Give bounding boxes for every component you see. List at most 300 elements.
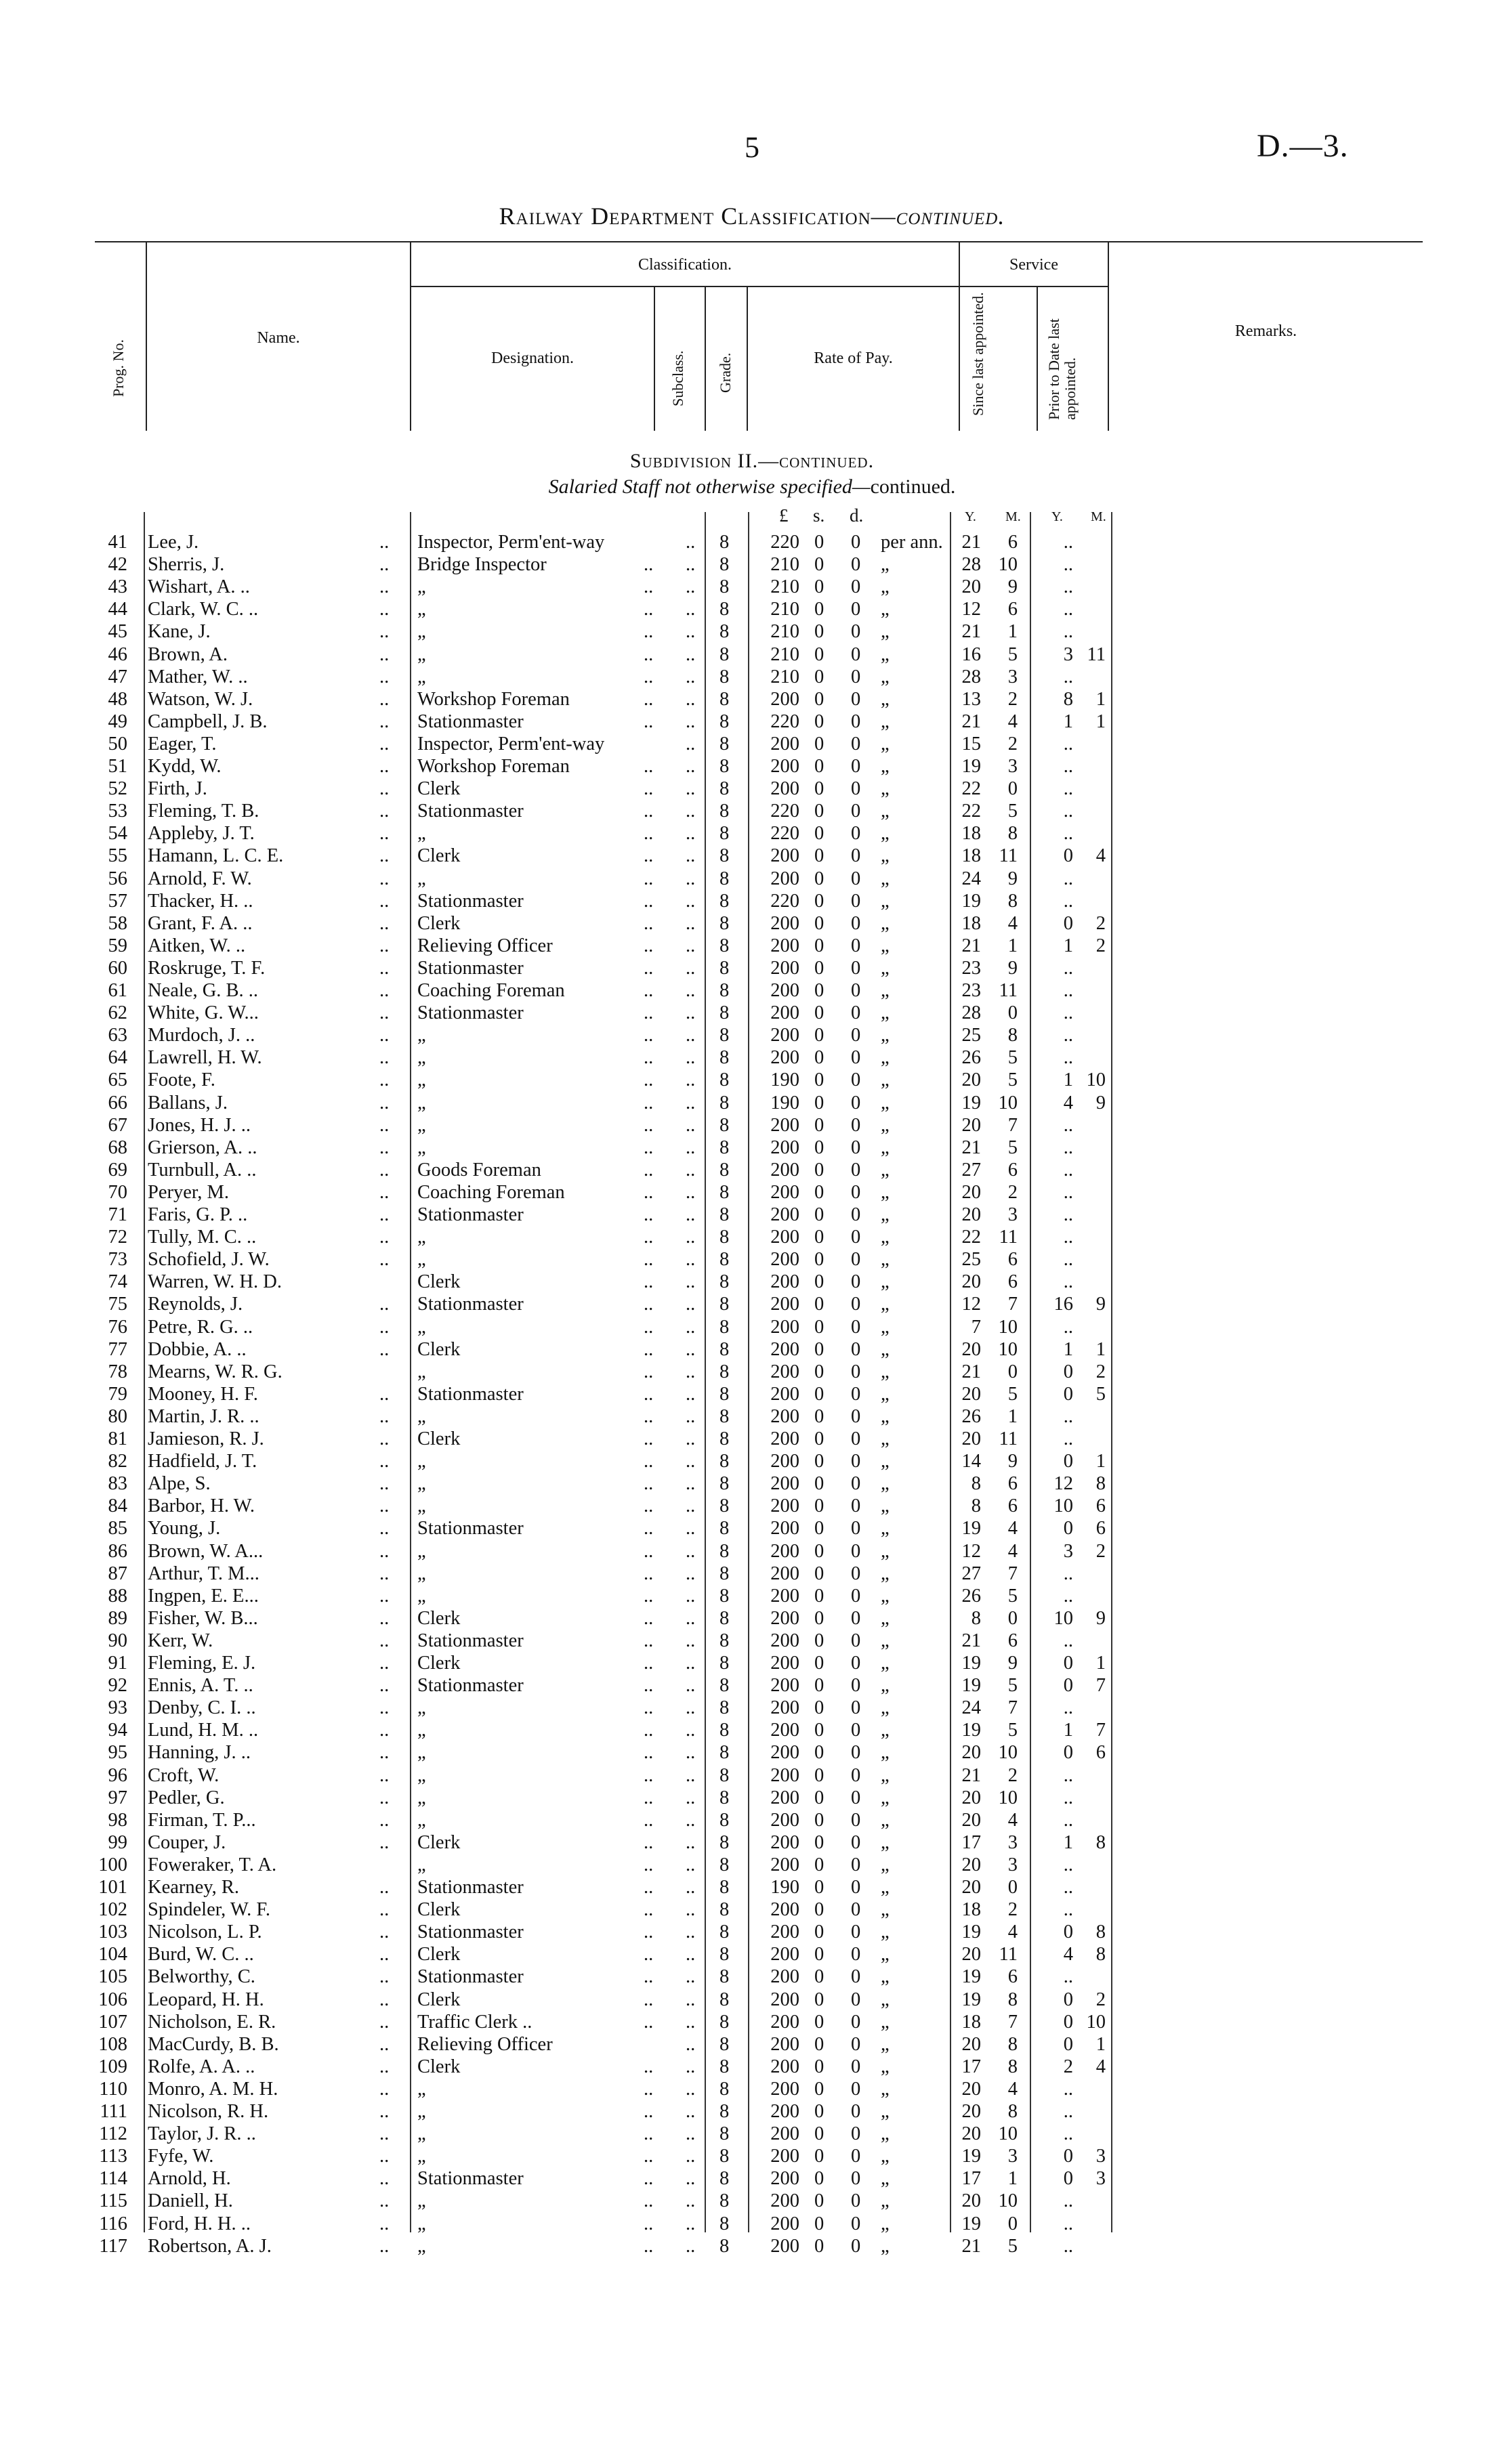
table-row xyxy=(0,2145,1504,2167)
staff-name: Kearney, R. xyxy=(148,1877,240,1898)
subclass-dots: .. xyxy=(686,688,696,710)
subclass-dots: .. xyxy=(686,532,696,553)
table-row xyxy=(0,1764,1504,1787)
leader-dots: .. xyxy=(379,1092,390,1113)
leader-dots: .. xyxy=(379,1428,390,1449)
grade: 8 xyxy=(719,2078,730,2100)
pay-pounds: 200 xyxy=(770,1540,799,1562)
leader-dots: .. xyxy=(644,1944,654,1966)
subclass-dots: .. xyxy=(686,1383,696,1405)
prior-months: 7 xyxy=(1095,1675,1106,1697)
subclass-dots: .. xyxy=(686,1697,696,1719)
grade: 8 xyxy=(719,1540,730,1562)
table-row xyxy=(0,710,1504,733)
pay-shillings: 0 xyxy=(814,980,824,1001)
pay-pounds: 200 xyxy=(770,1159,799,1181)
table-row xyxy=(0,1114,1504,1137)
since-years: 19 xyxy=(961,1653,981,1674)
table-row xyxy=(0,2078,1504,2100)
designation: „ xyxy=(417,1764,426,1786)
since-months: 9 xyxy=(1007,1653,1018,1674)
prog-no: 80 xyxy=(108,1405,127,1427)
leader-dots: .. xyxy=(644,1563,654,1584)
grade: 8 xyxy=(719,688,730,710)
prog-no: 77 xyxy=(108,1338,127,1360)
prog-no: 63 xyxy=(108,1025,127,1046)
pay-period: „ xyxy=(881,1607,890,1629)
title-continued: continued. xyxy=(896,203,1005,230)
pay-shillings: 0 xyxy=(814,1764,824,1786)
table-row xyxy=(0,1204,1504,1226)
pay-pounds: 200 xyxy=(770,1405,799,1427)
since-months: 9 xyxy=(1007,1451,1018,1472)
staff-name: Young, J. xyxy=(148,1518,221,1539)
pay-pounds: 200 xyxy=(770,2213,799,2234)
since-years: 20 xyxy=(961,1114,981,1136)
staff-name: Barbor, H. W. xyxy=(148,1495,255,1517)
pay-period: „ xyxy=(881,2190,890,2212)
since-months: 2 xyxy=(1007,1899,1018,1921)
pay-period: „ xyxy=(881,823,890,845)
prior-years: 1 xyxy=(1063,710,1073,732)
table-row xyxy=(0,755,1504,778)
since-months: 8 xyxy=(1007,2101,1018,2122)
table-row xyxy=(0,553,1504,576)
since-years: 20 xyxy=(961,1742,981,1764)
staff-name: Roskruge, T. F. xyxy=(148,957,266,979)
leader-dots: .. xyxy=(644,980,654,1001)
leader-dots: .. xyxy=(644,1428,654,1449)
subclass-dots: .. xyxy=(686,599,696,620)
pay-pounds: 200 xyxy=(770,2033,799,2055)
pay-pounds: 200 xyxy=(770,1428,799,1449)
pay-period: „ xyxy=(881,1899,890,1921)
subclass-dots: .. xyxy=(686,2101,696,2122)
staff-name: Turnbull, A. .. xyxy=(148,1159,257,1181)
pay-period: „ xyxy=(881,1473,890,1495)
leader-dots: .. xyxy=(379,710,390,732)
leader-dots: .. xyxy=(644,599,654,620)
subclass-dots: .. xyxy=(686,1944,696,1966)
pay-shillings: 0 xyxy=(814,710,824,732)
grade: 8 xyxy=(719,1069,730,1091)
pay-pounds: 200 xyxy=(770,2190,799,2212)
leader-dots: .. xyxy=(379,1563,390,1584)
pay-pounds: 200 xyxy=(770,688,799,710)
grade: 8 xyxy=(719,1227,730,1248)
leader-dots: .. xyxy=(379,1249,390,1271)
grade: 8 xyxy=(719,1451,730,1472)
pay-shillings: 0 xyxy=(814,1585,824,1607)
table-row xyxy=(0,1966,1504,1988)
pay-pounds: 220 xyxy=(770,801,799,822)
grade: 8 xyxy=(719,621,730,643)
since-months: 8 xyxy=(1007,1989,1018,2010)
pay-period: „ xyxy=(881,1338,890,1360)
staff-name: Belworthy, C. xyxy=(148,1966,255,1988)
table-row xyxy=(0,1741,1504,1764)
designation: „ xyxy=(417,1137,426,1158)
leader-dots: .. xyxy=(379,1899,390,1921)
prog-no: 76 xyxy=(108,1316,127,1338)
since-years: 20 xyxy=(961,1069,981,1091)
leader-dots: .. xyxy=(644,1271,654,1293)
prog-no: 59 xyxy=(108,935,127,956)
leader-dots: .. xyxy=(379,599,390,620)
pay-pence: 0 xyxy=(851,1181,861,1203)
table-row xyxy=(0,1092,1504,1114)
since-months: 2 xyxy=(1007,733,1018,755)
leader-dots: .. xyxy=(644,1227,654,1248)
prior-years: 0 xyxy=(1063,1989,1073,2010)
prior-years: .. xyxy=(1063,576,1073,598)
leader-dots: .. xyxy=(379,1204,390,1225)
grade: 8 xyxy=(719,2123,730,2145)
prior-years: 0 xyxy=(1063,1518,1073,1539)
unit-pence: d. xyxy=(850,505,864,526)
table-row xyxy=(0,890,1504,912)
subclass-dots: .. xyxy=(686,1069,696,1091)
designation: Clerk xyxy=(417,1831,461,1853)
designation: Clerk xyxy=(417,2056,461,2077)
prior-months: 7 xyxy=(1095,1720,1106,1741)
staff-name: Nicolson, L. P. xyxy=(148,1921,262,1943)
pay-period: „ xyxy=(881,1495,890,1517)
staff-name: Daniell, H. xyxy=(148,2190,233,2212)
grade: 8 xyxy=(719,1607,730,1629)
since-years: 20 xyxy=(961,2190,981,2212)
pay-period: „ xyxy=(881,2146,890,2167)
subclass-dots: .. xyxy=(686,1405,696,1427)
grade: 8 xyxy=(719,890,730,912)
pay-period: „ xyxy=(881,666,890,687)
prior-years: .. xyxy=(1063,1405,1073,1427)
pay-pence: 0 xyxy=(851,1405,861,1427)
table-row xyxy=(0,1719,1504,1741)
pay-shillings: 0 xyxy=(814,1069,824,1091)
subclass-dots: .. xyxy=(686,2168,696,2190)
table-row xyxy=(0,1585,1504,1607)
staff-name: Dobbie, A. .. xyxy=(148,1338,247,1360)
designation: Stationmaster xyxy=(417,890,524,912)
leader-dots: .. xyxy=(644,935,654,956)
prior-months: 2 xyxy=(1095,912,1106,934)
since-months: 6 xyxy=(1007,599,1018,620)
pay-period: „ xyxy=(881,1944,890,1966)
prior-years: .. xyxy=(1063,2213,1073,2234)
designation: „ xyxy=(417,1787,426,1808)
grade: 8 xyxy=(719,1899,730,1921)
staff-name: Warren, W. H. D. xyxy=(148,1271,282,1293)
leader-dots: .. xyxy=(644,1069,654,1091)
table-row xyxy=(0,1876,1504,1898)
pay-period: „ xyxy=(881,845,890,867)
table-row xyxy=(0,1607,1504,1630)
pay-pounds: 200 xyxy=(770,1607,799,1629)
prog-no: 65 xyxy=(108,1069,127,1091)
subclass-dots: .. xyxy=(686,2011,696,2033)
prog-no: 107 xyxy=(98,2011,127,2033)
prior-years: 1 xyxy=(1063,1069,1073,1091)
since-years: 21 xyxy=(961,621,981,643)
pay-shillings: 0 xyxy=(814,1002,824,1024)
pay-pence: 0 xyxy=(851,2078,861,2100)
since-months: 4 xyxy=(1007,710,1018,732)
grade: 8 xyxy=(719,1854,730,1875)
table-row xyxy=(0,1787,1504,1809)
pay-pounds: 200 xyxy=(770,1137,799,1158)
pay-shillings: 0 xyxy=(814,576,824,598)
designation: „ xyxy=(417,1114,426,1136)
table-row xyxy=(0,1809,1504,1831)
staff-name: Arnold, F. W. xyxy=(148,868,252,889)
leader-dots: .. xyxy=(379,1921,390,1943)
designation: Workshop Foreman xyxy=(417,756,570,777)
prog-no: 74 xyxy=(108,1271,127,1293)
leader-dots: .. xyxy=(379,2033,390,2055)
subclass-dots: .. xyxy=(686,1316,696,1338)
pay-pence: 0 xyxy=(851,1899,861,1921)
subclass-dots: .. xyxy=(686,1877,696,1898)
designation: Stationmaster xyxy=(417,1921,524,1943)
pay-shillings: 0 xyxy=(814,778,824,800)
leader-dots: .. xyxy=(379,2190,390,2212)
designation: „ xyxy=(417,868,426,889)
subclass-dots: .. xyxy=(686,1809,696,1831)
prog-no: 47 xyxy=(108,666,127,687)
since-years: 28 xyxy=(961,554,981,576)
pay-pounds: 200 xyxy=(770,1563,799,1584)
pay-period: „ xyxy=(881,756,890,777)
grade: 8 xyxy=(719,1720,730,1741)
prior-months: 2 xyxy=(1095,1989,1106,2010)
since-years: 20 xyxy=(961,1181,981,1203)
table-row xyxy=(0,688,1504,710)
pay-period: „ xyxy=(881,868,890,889)
pay-pounds: 200 xyxy=(770,2235,799,2257)
prog-no: 91 xyxy=(108,1653,127,1674)
pay-pence: 0 xyxy=(851,1854,861,1875)
since-months: 4 xyxy=(1007,1809,1018,1831)
table-row xyxy=(0,2123,1504,2145)
pay-shillings: 0 xyxy=(814,1294,824,1315)
staff-name: Robertson, A. J. xyxy=(148,2235,272,2257)
since-years: 20 xyxy=(961,1787,981,1808)
subclass-dots: .. xyxy=(686,1540,696,1562)
table-row xyxy=(0,2033,1504,2056)
leader-dots: .. xyxy=(379,1405,390,1427)
grade: 8 xyxy=(719,1877,730,1898)
prog-no: 98 xyxy=(108,1809,127,1831)
page-number: 5 xyxy=(745,131,759,164)
table-row xyxy=(0,800,1504,822)
designation: Relieving Officer xyxy=(417,2033,553,2055)
since-years: 20 xyxy=(961,1271,981,1293)
since-years: 19 xyxy=(961,1921,981,1943)
subclass-dots: .. xyxy=(686,1294,696,1315)
since-years: 20 xyxy=(961,1428,981,1449)
since-months: 10 xyxy=(998,554,1018,576)
leader-dots: .. xyxy=(379,1742,390,1764)
since-years: 19 xyxy=(961,1720,981,1741)
since-years: 28 xyxy=(961,666,981,687)
prior-years: .. xyxy=(1063,1630,1073,1651)
pay-pence: 0 xyxy=(851,1809,861,1831)
pay-pence: 0 xyxy=(851,890,861,912)
prog-no: 55 xyxy=(108,845,127,867)
since-months: 3 xyxy=(1007,666,1018,687)
grade: 8 xyxy=(719,666,730,687)
subclass-dots: .. xyxy=(686,778,696,800)
pay-period: „ xyxy=(881,1025,890,1046)
table-row xyxy=(0,1181,1504,1204)
leader-dots: .. xyxy=(379,733,390,755)
staff-name: Appleby, J. T. xyxy=(148,823,255,845)
prior-years: .. xyxy=(1063,2078,1073,2100)
pay-pounds: 200 xyxy=(770,1316,799,1338)
designation: Bridge Inspector xyxy=(417,554,547,576)
staff-name: Jamieson, R. J. xyxy=(148,1428,264,1449)
header-grade: Grade. xyxy=(717,352,734,393)
prior-years: .. xyxy=(1063,1137,1073,1158)
subclass-dots: .. xyxy=(686,1338,696,1360)
grade: 8 xyxy=(719,2101,730,2122)
prog-no: 90 xyxy=(108,1630,127,1651)
table-row xyxy=(0,1069,1504,1091)
subclass-dots: .. xyxy=(686,1831,696,1853)
pay-pounds: 210 xyxy=(770,643,799,665)
since-years: 21 xyxy=(961,532,981,553)
since-months: 8 xyxy=(1007,2056,1018,2077)
pay-pounds: 200 xyxy=(770,957,799,979)
table-row xyxy=(0,666,1504,688)
since-months: 4 xyxy=(1007,1518,1018,1539)
since-years: 22 xyxy=(961,778,981,800)
since-years: 22 xyxy=(961,801,981,822)
prior-years: .. xyxy=(1063,1025,1073,1046)
leader-dots: .. xyxy=(644,1473,654,1495)
grade: 8 xyxy=(719,2213,730,2234)
staff-name: Fisher, W. B... xyxy=(148,1607,258,1629)
pay-pence: 0 xyxy=(851,1137,861,1158)
header-subclass: Subclass. xyxy=(669,350,686,406)
designation: Stationmaster xyxy=(417,1675,524,1697)
grade: 8 xyxy=(719,576,730,598)
leader-dots: .. xyxy=(644,1720,654,1741)
grade: 8 xyxy=(719,980,730,1001)
table-row xyxy=(0,1517,1504,1539)
table-row xyxy=(0,620,1504,643)
pay-pounds: 200 xyxy=(770,1697,799,1719)
pay-shillings: 0 xyxy=(814,756,824,777)
pay-pounds: 200 xyxy=(770,1966,799,1988)
table-row xyxy=(0,778,1504,800)
pay-period: „ xyxy=(881,1361,890,1382)
pay-pence: 0 xyxy=(851,2168,861,2190)
pay-pence: 0 xyxy=(851,1787,861,1808)
designation: Clerk xyxy=(417,1428,461,1449)
since-years: 21 xyxy=(961,1361,981,1382)
designation: „ xyxy=(417,2101,426,2122)
grade: 8 xyxy=(719,1294,730,1315)
grade: 8 xyxy=(719,1428,730,1449)
staff-name: Grierson, A. .. xyxy=(148,1137,257,1158)
table-row xyxy=(0,2190,1504,2212)
pay-pence: 0 xyxy=(851,912,861,934)
pay-pence: 0 xyxy=(851,2213,861,2234)
since-years: 21 xyxy=(961,1630,981,1651)
leader-dots: .. xyxy=(379,1675,390,1697)
grade: 8 xyxy=(719,2033,730,2055)
since-months: 7 xyxy=(1007,2011,1018,2033)
leader-dots: .. xyxy=(379,1585,390,1607)
staff-name: Murdoch, J. .. xyxy=(148,1025,255,1046)
leader-dots: .. xyxy=(644,1451,654,1472)
pay-shillings: 0 xyxy=(814,1854,824,1875)
since-months: 0 xyxy=(1007,1877,1018,1898)
pay-pounds: 210 xyxy=(770,621,799,643)
since-years: 20 xyxy=(961,1383,981,1405)
pay-pounds: 190 xyxy=(770,1092,799,1113)
pay-period: per ann. xyxy=(881,532,943,553)
pay-pounds: 200 xyxy=(770,1181,799,1203)
pay-pounds: 200 xyxy=(770,1989,799,2010)
table-row xyxy=(0,1383,1504,1405)
prog-no: 79 xyxy=(108,1383,127,1405)
pay-period: „ xyxy=(881,980,890,1001)
pay-shillings: 0 xyxy=(814,2123,824,2145)
since-months: 2 xyxy=(1007,1764,1018,1786)
since-years: 19 xyxy=(961,1966,981,1988)
staff-name: Couper, J. xyxy=(148,1831,226,1853)
pay-pounds: 200 xyxy=(770,1338,799,1360)
pay-period: „ xyxy=(881,1518,890,1539)
subclass-dots: .. xyxy=(686,1002,696,1024)
prior-months: 8 xyxy=(1095,1831,1106,1853)
grade: 8 xyxy=(719,1787,730,1808)
prior-years: .. xyxy=(1063,1966,1073,1988)
designation: „ xyxy=(417,1092,426,1113)
pay-shillings: 0 xyxy=(814,1451,824,1472)
prior-years: .. xyxy=(1063,1899,1073,1921)
designation: Stationmaster xyxy=(417,1294,524,1315)
leader-dots: .. xyxy=(379,845,390,867)
grade: 8 xyxy=(719,1742,730,1764)
pay-pence: 0 xyxy=(851,733,861,755)
pay-shillings: 0 xyxy=(814,935,824,956)
table-row xyxy=(0,1248,1504,1271)
pay-shillings: 0 xyxy=(814,1092,824,1113)
pay-pounds: 200 xyxy=(770,1047,799,1069)
unit-pounds: £ xyxy=(779,505,789,526)
leader-dots: .. xyxy=(379,980,390,1001)
pay-pence: 0 xyxy=(851,576,861,598)
staff-name: Mooney, H. F. xyxy=(148,1383,258,1405)
since-years: 26 xyxy=(961,1405,981,1427)
pay-shillings: 0 xyxy=(814,2235,824,2257)
pay-period: „ xyxy=(881,599,890,620)
subclass-dots: .. xyxy=(686,1271,696,1293)
pay-pounds: 200 xyxy=(770,2146,799,2167)
table-row xyxy=(0,868,1504,890)
unit-years-since: Y. xyxy=(965,509,976,524)
pay-shillings: 0 xyxy=(814,1316,824,1338)
table-row xyxy=(0,1943,1504,1966)
grade: 8 xyxy=(719,1338,730,1360)
since-months: 2 xyxy=(1007,1181,1018,1203)
pay-period: „ xyxy=(881,1966,890,1988)
pay-period: „ xyxy=(881,1787,890,1808)
